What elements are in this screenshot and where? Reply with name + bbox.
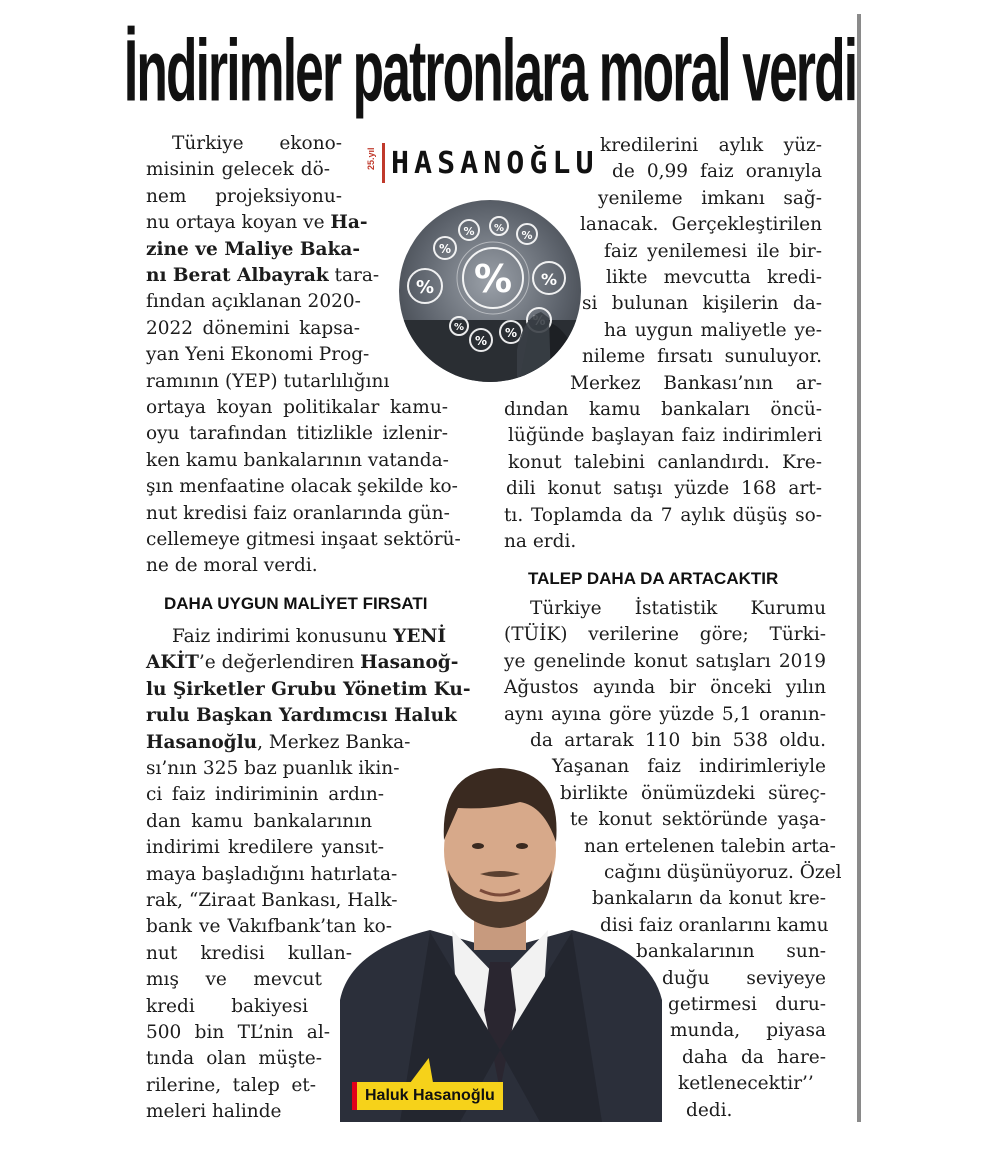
logo-bar (382, 143, 385, 183)
text-line: ha uygun maliyetle ye- (604, 319, 822, 341)
text-line: ye genelinde konut satışları 2019 (504, 650, 826, 672)
text-line: Merkez Bankası’nın ar- (570, 372, 822, 394)
svg-text:%: % (415, 277, 435, 298)
text-line: konut talebini canlandırdı. Kre- (508, 451, 822, 473)
hasanoglu-logo (364, 140, 599, 186)
text-line: mış ve mevcut (146, 969, 322, 991)
text-line: 500 bin TL’nin al- (146, 1022, 330, 1043)
text-line: cellemeye gitmesi inşaat sektörü- (146, 529, 461, 550)
text-line: AKİT’e değerlendiren Hasanoğ- (146, 652, 459, 674)
text-line: tında olan müşte- (146, 1048, 322, 1070)
text-line: de 0,99 faiz oranıyla (612, 161, 822, 183)
text-line: si bulunan kişilerin da- (582, 293, 822, 315)
text-line: nut kredisi kullan- (146, 942, 352, 964)
svg-text:%: % (504, 326, 518, 340)
text-line: aynı ayına göre yüzde 5,1 oranın- (504, 703, 826, 725)
text-line: Hasanoğlu, Merkez Banka- (146, 731, 411, 753)
text-line: yan Yeni Ekonomi Prog- (146, 344, 370, 366)
text-line: dili konut satışı yüzde 168 art- (506, 478, 822, 500)
text-line: dan kamu bankalarının (146, 810, 372, 832)
text-line: birlikte önümüzdeki süreç- (560, 782, 826, 804)
text-line: nileme fırsatı sunuluyor. (582, 346, 822, 368)
text-line: Yaşanan faiz indirimleriyle (552, 756, 826, 778)
text-line: te konut sektöründe yaşa- (570, 809, 826, 831)
text-line: na erdi. (504, 531, 577, 552)
svg-text:%: % (540, 270, 558, 289)
svg-text:%: % (463, 225, 475, 238)
text-line: (TÜİK) verilerine göre; Türki- (504, 624, 826, 646)
svg-text:%: % (521, 229, 533, 242)
text-line: lüğünde başlayan faiz indirimleri (508, 425, 822, 447)
text-line: sı’nın 325 baz puanlık ikin- (146, 758, 400, 779)
text-line: kredilerini aylık yüz- (600, 135, 822, 156)
svg-text:%: % (474, 334, 488, 348)
text-line: dedi. (686, 1099, 733, 1121)
text-line: misinin gelecek dö- (146, 159, 330, 181)
text-line: likte mevcutta kredi- (606, 267, 822, 288)
svg-text:%: % (438, 242, 452, 256)
text-line: tı. Toplamda da 7 aylık düşüş so- (504, 504, 822, 526)
text-line: indirimi kredilere yansıt- (146, 837, 384, 859)
percent-icons (399, 200, 581, 382)
logo-tag: 25.yıl (366, 147, 376, 170)
text-line: yenileme imkanı sağ- (598, 187, 822, 209)
text-line: ci faiz indiriminin ardın- (146, 784, 384, 806)
text-line: faiz yenilemesi ile bir- (604, 240, 822, 262)
right-subheading: TALEP DAHA DA ARTACAKTIR (528, 569, 779, 588)
text-line: meleri halinde (146, 1101, 282, 1123)
text-line: ken kamu bankalarının vatanda- (146, 449, 449, 471)
text-line: fından açıklanan 2020- (146, 291, 361, 313)
text-line: getirmesi duru- (668, 994, 826, 1015)
text-line: ortaya koyan politikalar kamu- (146, 397, 448, 418)
text-line: Türkiye ekono- (172, 133, 342, 154)
text-line: bankaların da konut kre- (592, 888, 826, 910)
text-line: Türkiye İstatistik Kurumu (530, 598, 826, 619)
text-line: 2022 dönemini kapsa- (146, 317, 360, 339)
text-line: rilerine, talep et- (146, 1074, 316, 1096)
photo-caption: Haluk Hasanoğlu (352, 1082, 503, 1110)
svg-text:%: % (493, 223, 505, 234)
left-subheading: DAHA UYGUN MALİYET FIRSATI (164, 594, 428, 613)
text-line: Faiz indirimi konusunu YENİ (172, 626, 447, 647)
text-line: Ağustos ayında bir önceki yılın (504, 677, 826, 699)
text-line: nem projeksiyonu- (146, 185, 342, 207)
percent-main: % (473, 257, 513, 301)
text-line: bankalarının sun- (636, 941, 826, 963)
text-line: bank ve Vakıfbank’tan ko- (146, 916, 392, 938)
text-line: maya başladığını hatırlata- (146, 863, 398, 885)
text-line: zine ve Maliye Baka- (146, 238, 360, 260)
text-line: nu ortaya koyan ve Ha- (146, 212, 368, 234)
text-line: da artarak 110 bin 538 oldu. (530, 730, 826, 751)
text-line: nut kredisi faiz oranlarında gün- (146, 502, 450, 524)
text-line: oyu tarafından titizlikle izlenir- (146, 423, 448, 445)
headline: İndirimler patronlara moral verdi (123, 21, 857, 119)
text-line: ramının (YEP) tutarlılığını (146, 370, 390, 392)
text-line: ketlenecektir’’ (678, 1073, 814, 1095)
logo-name: HASANOĞLU (391, 145, 599, 181)
text-line: nan ertelenen talebin arta- (584, 835, 836, 857)
text-line: şın menfaatine olacak şekilde ko- (146, 476, 458, 498)
text-line: ne de moral verdi. (146, 555, 318, 577)
text-line: lanacak. Gerçekleştirilen (580, 214, 822, 236)
text-line: disi faiz oranlarını kamu (600, 914, 829, 936)
headline-box (123, 14, 857, 126)
text-line: daha da hare- (682, 1046, 826, 1068)
text-line: nı Berat Albayrak tara- (146, 265, 380, 286)
percent-illustration (399, 200, 581, 382)
text-line: duğu seviyeye (662, 967, 826, 989)
text-line: dından kamu bankaları öncü- (504, 399, 822, 420)
text-line: kredi bakiyesi (146, 995, 308, 1017)
svg-text:%: % (453, 322, 465, 333)
column-rule (857, 14, 861, 1122)
text-line: rulu Başkan Yardımcısı Haluk (146, 705, 457, 727)
text-line: rak, “Ziraat Bankası, Halk- (146, 890, 398, 911)
text-line: munda, piyasa (670, 1020, 826, 1042)
text-line: cağını düşünüyoruz. Özel (604, 862, 842, 883)
text-line: lu Şirketler Grubu Yönetim Ku- (146, 678, 471, 700)
